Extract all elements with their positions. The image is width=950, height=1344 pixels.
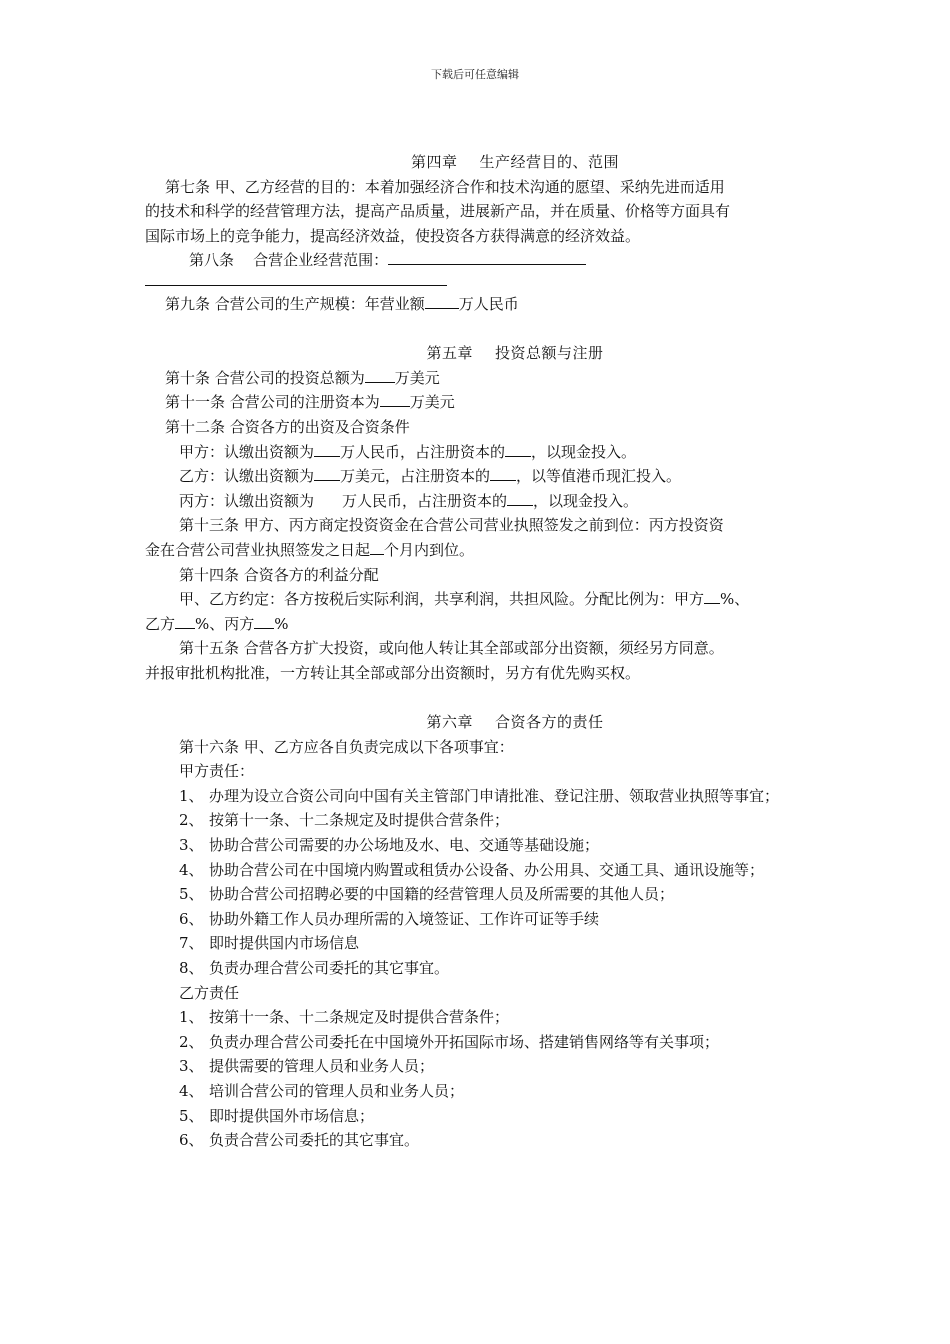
list-item (145, 1030, 825, 1055)
list-item (145, 1054, 825, 1079)
list-item-number: 6、 (179, 1131, 204, 1150)
article-10-text: 第十条 合营公司的投资总额为 (165, 368, 365, 387)
blank-field (507, 491, 533, 506)
chapter-name: 投资总额与注册 (495, 344, 604, 363)
list-item-text: 办理为设立合资公司向中国有关主管部门申请批准、登记注册、领取营业执照等事宜； (209, 786, 780, 805)
list-item (145, 882, 825, 907)
blank-field (704, 589, 720, 604)
list-item-number: 2、 (179, 1032, 204, 1051)
party-c-text-1: 丙方：认缴出资额为 (179, 491, 315, 510)
list-item-text: 协助外籍工作人员办理所需的入境签证、工作许可证等手续 (209, 909, 600, 928)
article-16: 第十六条 甲、乙方应各自负责完成以下各项事宜： (179, 737, 514, 756)
list-item-number: 2、 (179, 811, 204, 830)
article-15-line-2: 并报审批机构批准，一方转让其全部或部分出资额时，另方有优先购买权。 (145, 663, 641, 682)
article-7-line-3: 国际市场上的竞争能力，提高经济效益，使投资各方获得满意的经济效益。 (145, 226, 641, 245)
party-b-text-1: 乙方：认缴出资额为 (179, 467, 315, 486)
blank-field (314, 466, 340, 481)
chapter-name: 合资各方的责任 (495, 713, 604, 732)
party-a-text-1: 甲方：认缴出资额为 (179, 442, 315, 461)
article-14-line-2 (145, 612, 825, 637)
article-9 (145, 292, 825, 317)
list-item-text: 提供需要的管理人员和业务人员； (209, 1057, 435, 1076)
chapter-4-title (205, 150, 825, 175)
article-13-text-end: 个月内到位。 (384, 540, 475, 559)
article-14-title: 第十四条 合资各方的利益分配 (179, 565, 379, 584)
list-item (145, 907, 825, 932)
list-item (145, 833, 825, 858)
list-item-text: 即时提供国内市场信息 (209, 934, 360, 953)
list-item-text: 协助合营公司在中国境内购置或租赁办公设备、办公用具、交通工具、通讯设施等； (209, 860, 765, 879)
article-11-unit: 万美元 (409, 393, 455, 412)
chapter-number: 第六章 (426, 713, 473, 732)
list-item (145, 1005, 825, 1030)
list-item-number: 3、 (179, 1057, 204, 1076)
blank-field (365, 368, 395, 383)
chapter-5-title (205, 341, 825, 366)
article-11-text: 第十一条 合营公司的注册资本为 (165, 393, 380, 412)
party-b-text-3: ，以等值港币现汇投入。 (516, 467, 682, 486)
party-c-text-2: 万人民币，占注册资本的 (342, 491, 508, 510)
list-item (145, 808, 825, 833)
document-body (145, 150, 825, 1153)
article-12: 第十二条 合资各方的出资及合资条件 (165, 417, 410, 436)
list-item-number: 7、 (179, 934, 204, 953)
list-item-text: 协助合营公司需要的办公场地及水、电、交通等基础设施； (209, 836, 600, 855)
list-item-number: 4、 (179, 1081, 204, 1100)
list-item-text: 协助合营公司招聘必要的中国籍的经营管理人员及所需要的其他人员； (209, 885, 675, 904)
blank-field (314, 442, 340, 457)
party-a-text-2: 万人民币，占注册资本的 (340, 442, 506, 461)
list-item (145, 1128, 825, 1153)
list-item-text: 按第十一条、十二条规定及时提供合营条件； (209, 1008, 510, 1027)
party-c-text-3: ，以现金投入。 (533, 491, 639, 510)
list-item (145, 784, 825, 809)
party-b-text-2: 万美元，占注册资本的 (340, 467, 491, 486)
list-item-number: 8、 (179, 959, 204, 977)
list-item-number: 4、 (179, 860, 204, 879)
party-a-duties-list (145, 784, 825, 981)
list-item-number: 1、 (179, 786, 204, 805)
article-9-unit: 万人民币 (458, 294, 519, 313)
chapter-name: 生产经营目的、范围 (479, 153, 620, 171)
article-13-line-1: 第十三条 甲方、丙方商定投资资金在合营公司营业执照签发之前到位：丙方投资资 (179, 516, 724, 535)
blank-field (490, 466, 516, 481)
list-item-text: 负责办理合营公司委托的其它事宜。 (209, 959, 450, 977)
article-7-line-2: 的技术和科学的经营管理方法，提高产品质量，进展新产品，并在质量、价格等方面具有 (145, 202, 731, 221)
list-item-text: 即时提供国外市场信息； (209, 1106, 375, 1125)
blank-field (505, 442, 531, 457)
blank-rule (145, 273, 447, 286)
list-item (145, 1104, 825, 1129)
blank-field (254, 614, 274, 629)
list-item-text: 负责合营公司委托的其它事宜。 (209, 1131, 420, 1150)
article-13-text: 金在合营公司营业执照签发之日起 (145, 540, 371, 559)
article-10 (145, 366, 825, 391)
party-a-text-3: ，以现金投入。 (531, 442, 637, 461)
chapter-6-title (205, 710, 825, 735)
list-item (145, 858, 825, 883)
percent-sign: % (274, 614, 289, 633)
party-c-contribution (145, 489, 825, 514)
blank-field (380, 392, 410, 407)
article-8 (145, 248, 825, 273)
article-7-line-1: 第七条 甲、乙方经营的目的：本着加强经济合作和技术沟通的愿望、采纳先进而适用 (165, 177, 725, 196)
article-15-line-1: 第十五条 合营各方扩大投资，或向他人转让其全部或部分出资额，须经另方同意。 (179, 639, 724, 658)
list-item-number: 5、 (179, 1106, 204, 1125)
article-10-unit: 万美元 (394, 368, 440, 387)
list-item-number: 3、 (179, 836, 204, 855)
list-item (145, 1079, 825, 1104)
article-14-percent: %、 (720, 590, 750, 609)
party-a-contribution (145, 440, 825, 465)
party-b-label: 乙方 (145, 614, 176, 633)
chapter-number: 第五章 (426, 344, 473, 363)
article-8-text: 合营企业经营范围： (253, 251, 389, 270)
list-item-text: 按第十一条、十二条规定及时提供合营条件； (209, 811, 510, 830)
article-13-line-2 (145, 538, 825, 563)
article-8-label: 第八条 (189, 251, 235, 270)
list-item-number: 6、 (179, 909, 204, 928)
list-item-number: 1、 (179, 1008, 204, 1027)
party-b-duties-heading: 乙方责任 (179, 983, 240, 1002)
article-14-text: 甲、乙方约定：各方按税后实际利润，共享利润，共担风险。分配比例为：甲方 (179, 590, 705, 609)
chapter-number: 第四章 (410, 153, 458, 171)
party-b-duties-list (145, 1005, 825, 1153)
party-b-contribution (145, 464, 825, 489)
list-item-number: 5、 (179, 885, 204, 904)
list-item-text: 培训合营公司的管理人员和业务人员； (209, 1081, 465, 1100)
article-14-line-1 (145, 587, 825, 612)
blank-field (425, 294, 459, 309)
list-item (145, 931, 825, 956)
blank-field (388, 250, 586, 265)
party-c-label: %、丙方 (195, 614, 255, 633)
blank-field (370, 540, 384, 555)
list-item-text: 负责办理合营公司委托在中国境外开拓国际市场、搭建销售网络等有关事项； (209, 1032, 720, 1051)
blank-field (175, 614, 195, 629)
article-11 (145, 390, 825, 415)
party-a-duties-heading: 甲方责任： (179, 762, 255, 781)
page-header: 下载后可任意编辑 (431, 68, 519, 81)
list-item (145, 956, 825, 981)
article-9-text: 第九条 合营公司的生产规模：年营业额 (165, 294, 425, 313)
